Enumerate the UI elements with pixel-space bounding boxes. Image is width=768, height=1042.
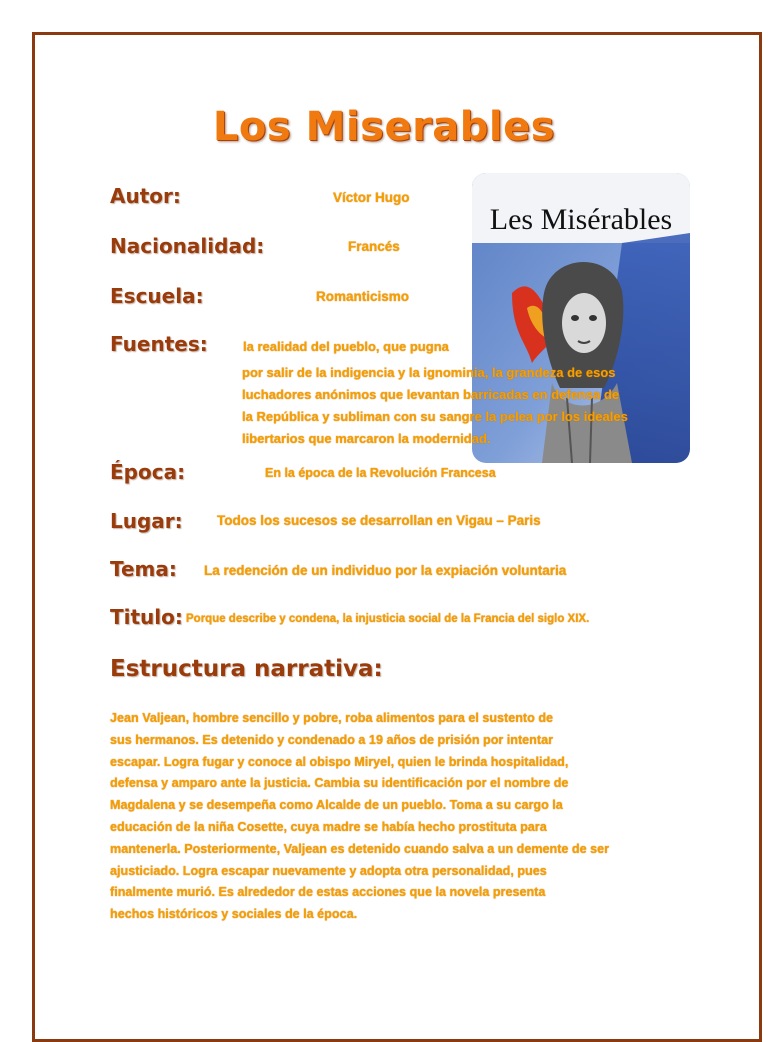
narrative-line: mantenerla. Posteriormente, Valjean es detenido cuando salva a un demente de ser [110, 841, 610, 856]
document-title: Los Miserables [212, 104, 556, 150]
nacionalidad-label: Nacionalidad: [110, 234, 265, 258]
lugar-label: Lugar: [110, 509, 183, 533]
poster-title: Les Misérables [489, 203, 673, 236]
escuela-value: Romanticismo [316, 289, 410, 304]
epoca-label: Época: [110, 460, 186, 484]
escuela-label: Escuela: [110, 284, 204, 308]
tema-value: La redención de un individuo por la expiación voluntaria [204, 563, 567, 578]
fuentes-label: Fuentes: [110, 332, 208, 356]
titulo-label: Titulo: [110, 605, 183, 629]
narrative-line: defensa y amparo ante la justicia. Cambia su identificación por el nombre de [110, 776, 569, 791]
autor-label: Autor: [110, 184, 181, 208]
fuentes-line: luchadores anónimos que levantan barricadas en defensa de [242, 387, 620, 402]
fuentes-line: la República y subliman con su sangre la pelea por los ideales [242, 409, 628, 424]
narrative-line: escapar. Logra fugar y conoce al obispo Miryel, quien le brinda hospitalidad, [110, 754, 569, 769]
epoca-value: En la época de la Revolución Francesa [265, 466, 496, 480]
narrative-line: ajusticiado. Logra escapar nuevamente y adopta otra personalidad, pues [110, 863, 547, 878]
narrative-line: sus hermanos. Es detenido y condenado a 19 años de prisión por intentar [110, 732, 553, 747]
narrative-line: finalmente murió. Es alrededor de estas acciones que la novela presenta [110, 885, 546, 900]
lugar-value: Todos los sucesos se desarrollan en Vigau – Paris [217, 513, 541, 528]
autor-value: Víctor Hugo [333, 190, 410, 205]
narrative-line: Jean Valjean, hombre sencillo y pobre, roba alimentos para el sustento de [110, 711, 554, 725]
fuentes-line: por salir de la indigencia y la ignominia, la grandeza de esos [242, 365, 616, 380]
estructura-heading: Estructura narrativa: [110, 656, 383, 682]
narrative-line: Magdalena y se desempeña como Alcalde de un pueblo. Toma a su cargo la [110, 798, 563, 813]
nacionalidad-value: Francés [348, 239, 400, 254]
fuentes-first-line: la realidad del pueblo, que pugna [243, 339, 449, 354]
narrative-line: educación de la niña Cosette, cuya madre se había hecho prostituta para [110, 819, 547, 834]
narrative-line: hechos históricos y sociales de la época. [110, 907, 358, 922]
fuentes-text [242, 362, 672, 450]
titulo-value: Porque describe y condena, la injusticia social de la Francia del siglo XIX. [186, 613, 590, 625]
estructura-text [110, 708, 670, 926]
fuentes-line: libertarios que marcaron la modernidad. [242, 431, 491, 446]
tema-label: Tema: [110, 557, 177, 581]
